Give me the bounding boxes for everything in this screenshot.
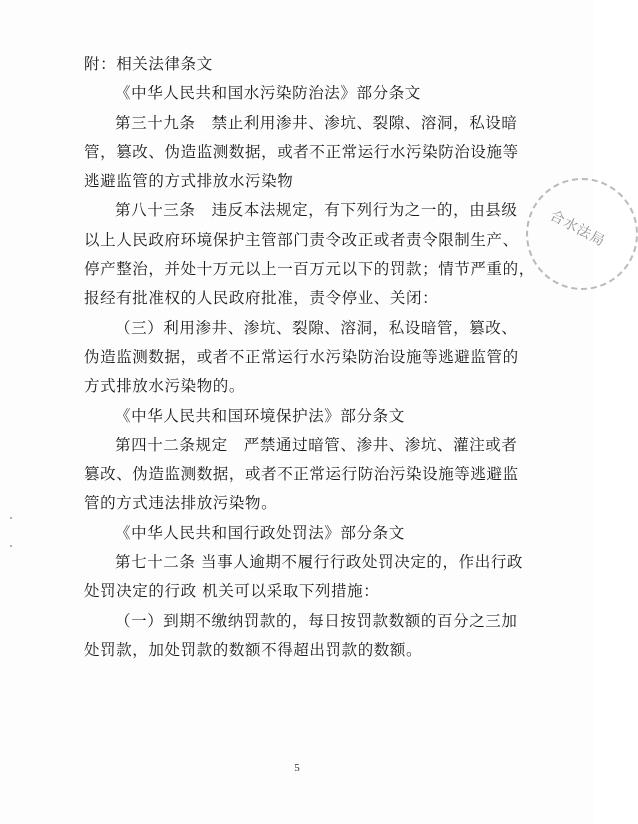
paragraph-line: （三）利用渗井、渗坑、裂隙、溶洞，私设暗管，篡改、 <box>115 318 518 337</box>
paragraph-line: 以上人民政府环境保护主管部门责令改正或者责令限制生产、 <box>84 230 519 249</box>
paragraph-line: 第七十二条 当事人逾期不履行行政处罚决定的，作出行政 <box>115 553 524 572</box>
law-title-administrative-penalty: 《中华人民共和国行政处罚法》部分条文 <box>115 523 405 542</box>
paragraph-line: 方式排放水污染物的。 <box>84 377 246 396</box>
paragraph-line: 处罚决定的行政 机关可以采取下列措施： <box>84 582 380 601</box>
document-body <box>84 50 535 665</box>
paragraph-line: 报经有批准权的人民政府批准，责令停业、关闭： <box>84 289 439 308</box>
paragraph-line: 第四十二条规定 严禁通过暗管、渗井、渗坑、灌注或者 <box>115 435 518 454</box>
paragraph-line: （一）到期不缴纳罚款的，每日按罚款数额的百分之三加 <box>115 611 518 630</box>
paragraph-line: 管，篡改、伪造监测数据，或者不正常运行水污染防治设施等 <box>84 142 519 161</box>
appendix-heading: 附：相关法律条文 <box>84 55 213 73</box>
paragraph-line: 伪造监测数据，或者不正常运行水污染防治设施等逃避监管的 <box>84 347 519 366</box>
paragraph-line: 第三十九条 禁止利用渗井、渗坑、裂隙、溶洞，私设暗 <box>115 113 518 132</box>
page-number: 5 <box>294 762 300 774</box>
paragraph-line: 停产整治，并处十万元以上一百万元以下的罚款；情节严重的， <box>84 260 535 279</box>
seal-text: 合水法局 <box>547 207 608 251</box>
scan-speck <box>10 517 12 519</box>
scan-speck <box>10 545 12 547</box>
paragraph-line: 处罚款，加处罚款的数额不得超出罚款的数额。 <box>84 640 423 659</box>
paragraph-line: 管的方式违法排放污染物。 <box>84 494 278 513</box>
paragraph-line: 篡改、伪造监测数据，或者不正常运行防治污染设施等逃避监 <box>84 465 519 484</box>
official-seal-stamp <box>526 178 638 290</box>
law-title-environmental-protection: 《中华人民共和国环境保护法》部分条文 <box>115 406 405 425</box>
paragraph-line: 逃避监管的方式排放水污染物 <box>84 172 294 191</box>
paragraph-line: 第八十三条 违反本法规定，有下列行为之一的，由县级 <box>115 201 518 220</box>
law-title-water-pollution: 《中华人民共和国水污染防治法》部分条文 <box>115 84 421 103</box>
